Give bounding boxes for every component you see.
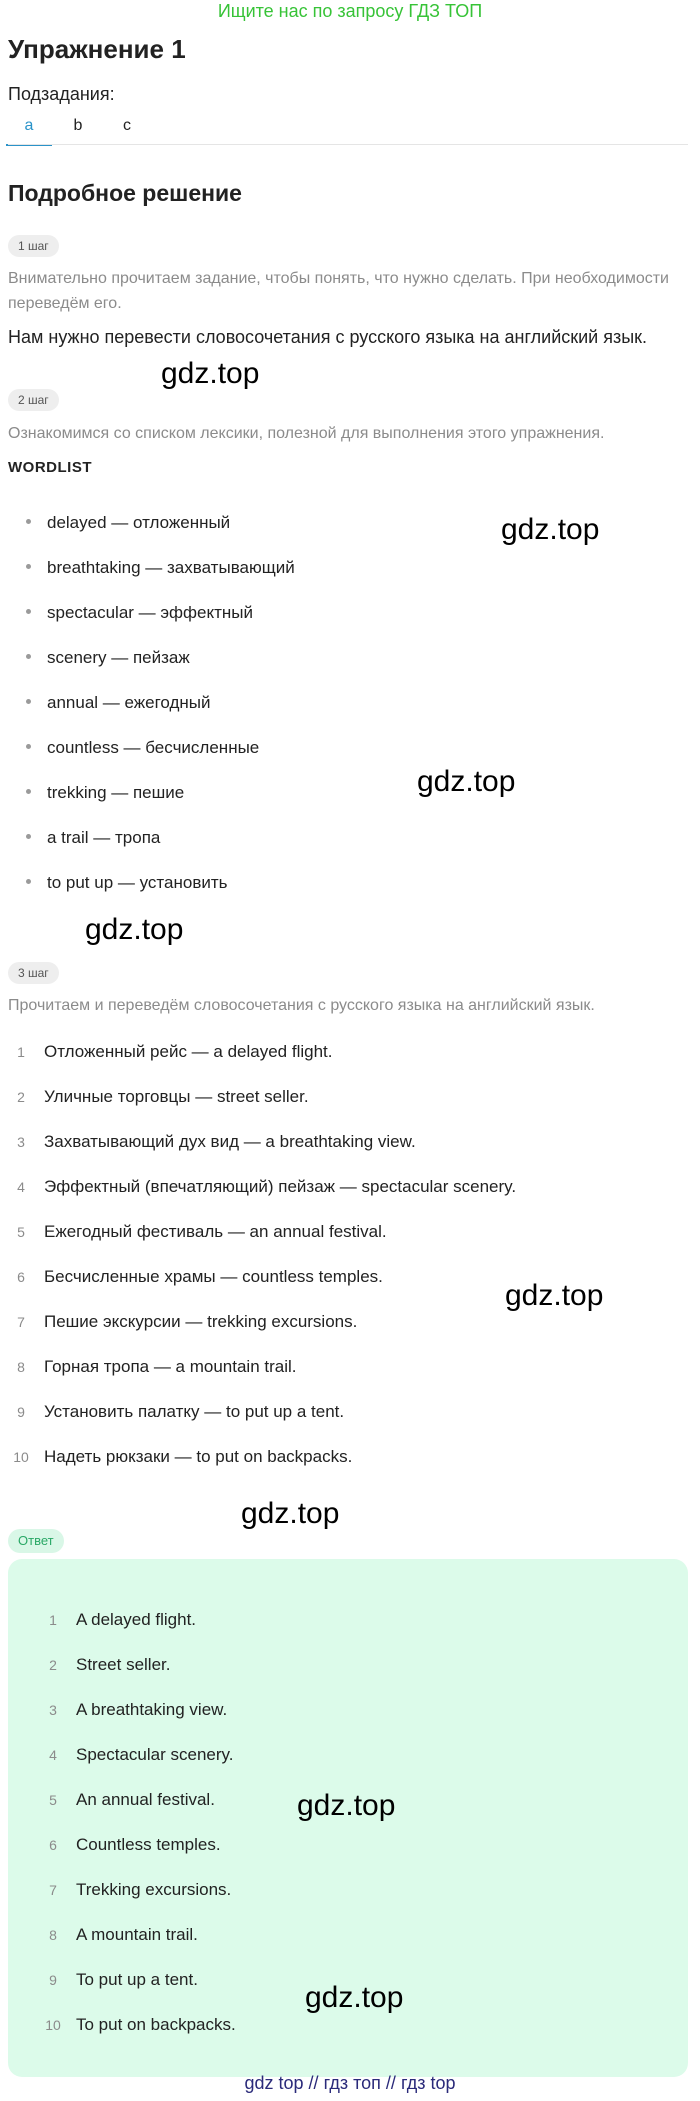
bullet-icon bbox=[26, 699, 31, 704]
wordlist-item: breathtaking — захватывающий bbox=[26, 557, 295, 579]
translation-item: 8 Горная тропа — a mountain trail. bbox=[17, 1357, 297, 1376]
watermark: gdz.top bbox=[501, 513, 600, 546]
watermark: gdz.top bbox=[297, 1789, 396, 1822]
subtasks-label: Подзадания: bbox=[8, 84, 115, 104]
answer-item: 6 Countless temples. bbox=[49, 1835, 221, 1854]
bullet-icon bbox=[26, 834, 31, 839]
watermark: gdz.top bbox=[85, 913, 184, 946]
watermark: gdz.top bbox=[305, 1981, 404, 2014]
wordlist-item: countless — бесчисленные bbox=[26, 737, 259, 759]
bullet-icon bbox=[26, 519, 31, 524]
watermark: gdz.top bbox=[505, 1279, 604, 1312]
translation-item: 7 Пешие экскурсии — trekking excursions. bbox=[17, 1312, 358, 1331]
bullet-icon bbox=[26, 879, 31, 884]
answer-item: 4 Spectacular scenery. bbox=[49, 1745, 234, 1764]
wordlist-item: to put up — установить bbox=[26, 872, 227, 894]
translation-item: 2 Уличные торговцы — street seller. bbox=[17, 1087, 309, 1106]
step-1-hint: Внимательно прочитаем задание, чтобы понять, что нужно сделать. При необходимости переведём его. bbox=[8, 270, 669, 312]
wordlist-item: delayed — отложенный bbox=[26, 512, 230, 534]
answer-item: 7 Trekking excursions. bbox=[49, 1880, 232, 1899]
bullet-icon bbox=[26, 609, 31, 614]
translation-item: 1 Отложенный рейс — a delayed flight. bbox=[17, 1042, 333, 1061]
wordlist-title: WORDLIST bbox=[8, 459, 92, 476]
step-3-badge: 3 шаг bbox=[8, 962, 59, 984]
wordlist-item: spectacular — эффектный bbox=[26, 602, 253, 624]
bullet-icon bbox=[26, 789, 31, 794]
answer-item: 9 To put up a tent. bbox=[49, 1970, 198, 1989]
bullet-icon bbox=[26, 654, 31, 659]
translation-item: 4 Эффектный (впечатляющий) пейзаж — spectacular scenery. bbox=[17, 1177, 517, 1196]
footer-links bbox=[0, 2072, 700, 2094]
tab-b[interactable]: b bbox=[73, 117, 83, 134]
watermark: gdz.top bbox=[417, 765, 516, 798]
answer-item: 5 An annual festival. bbox=[49, 1790, 215, 1809]
tab-a[interactable]: a bbox=[6, 116, 52, 146]
wordlist-item: annual — ежегодный bbox=[26, 692, 211, 714]
step-1-badge: 1 шаг bbox=[8, 235, 59, 257]
answer-item: 10 To put on backpacks. bbox=[45, 2015, 236, 2034]
translation-item: 6 Бесчисленные храмы — countless temples. bbox=[17, 1267, 383, 1286]
answer-item: 2 Street seller. bbox=[49, 1655, 171, 1674]
step-3-hint: Прочитаем и переведём словосочетания с русского языка на английский язык. bbox=[8, 997, 595, 1014]
translation-item: 10 Надеть рюкзаки — to put on backpacks. bbox=[13, 1447, 353, 1466]
footer-link-gdz-top-mixed[interactable]: гдз top bbox=[400, 2073, 456, 2093]
answer-badge: Ответ bbox=[8, 1529, 64, 1553]
footer-link-gdz-top[interactable]: gdz top bbox=[244, 2073, 304, 2093]
translation-item: 5 Ежегодный фестиваль — an annual festival. bbox=[17, 1222, 387, 1241]
watermark: gdz.top bbox=[161, 357, 260, 390]
footer-link-gdz-top-ru[interactable]: гдз топ bbox=[323, 2073, 381, 2093]
tabs-divider bbox=[8, 144, 688, 145]
promo-banner[interactable]: Ищите нас по запросу ГДЗ ТОП bbox=[217, 1, 483, 21]
footer-separator: // bbox=[308, 2073, 319, 2093]
translation-item: 9 Установить палатку — to put up a tent. bbox=[17, 1402, 345, 1421]
answer-item: 3 A breathtaking view. bbox=[49, 1700, 228, 1719]
watermark: gdz.top bbox=[241, 1497, 340, 1530]
step-1-text: Нам нужно перевести словосочетания с русского языка на английский язык. bbox=[8, 327, 648, 347]
footer-separator: // bbox=[385, 2073, 396, 2093]
translation-item: 3 Захватывающий дух вид — a breathtaking view. bbox=[17, 1132, 416, 1151]
step-2-badge: 2 шаг bbox=[8, 389, 59, 411]
exercise-title: Упражнение 1 bbox=[8, 34, 186, 64]
step-2-hint: Ознакомимся со списком лексики, полезной для выполнения этого упражнения. bbox=[8, 425, 605, 442]
tab-c[interactable]: c bbox=[123, 117, 131, 134]
bullet-icon bbox=[26, 564, 31, 569]
solution-title: Подробное решение bbox=[8, 180, 242, 206]
answer-item: 1 A delayed flight. bbox=[49, 1610, 197, 1629]
wordlist-item: scenery — пейзаж bbox=[26, 647, 190, 669]
wordlist-item: a trail — тропа bbox=[26, 827, 160, 849]
bullet-icon bbox=[26, 744, 31, 749]
wordlist-item: trekking — пешие bbox=[26, 782, 184, 804]
answer-item: 8 A mountain trail. bbox=[49, 1925, 198, 1944]
